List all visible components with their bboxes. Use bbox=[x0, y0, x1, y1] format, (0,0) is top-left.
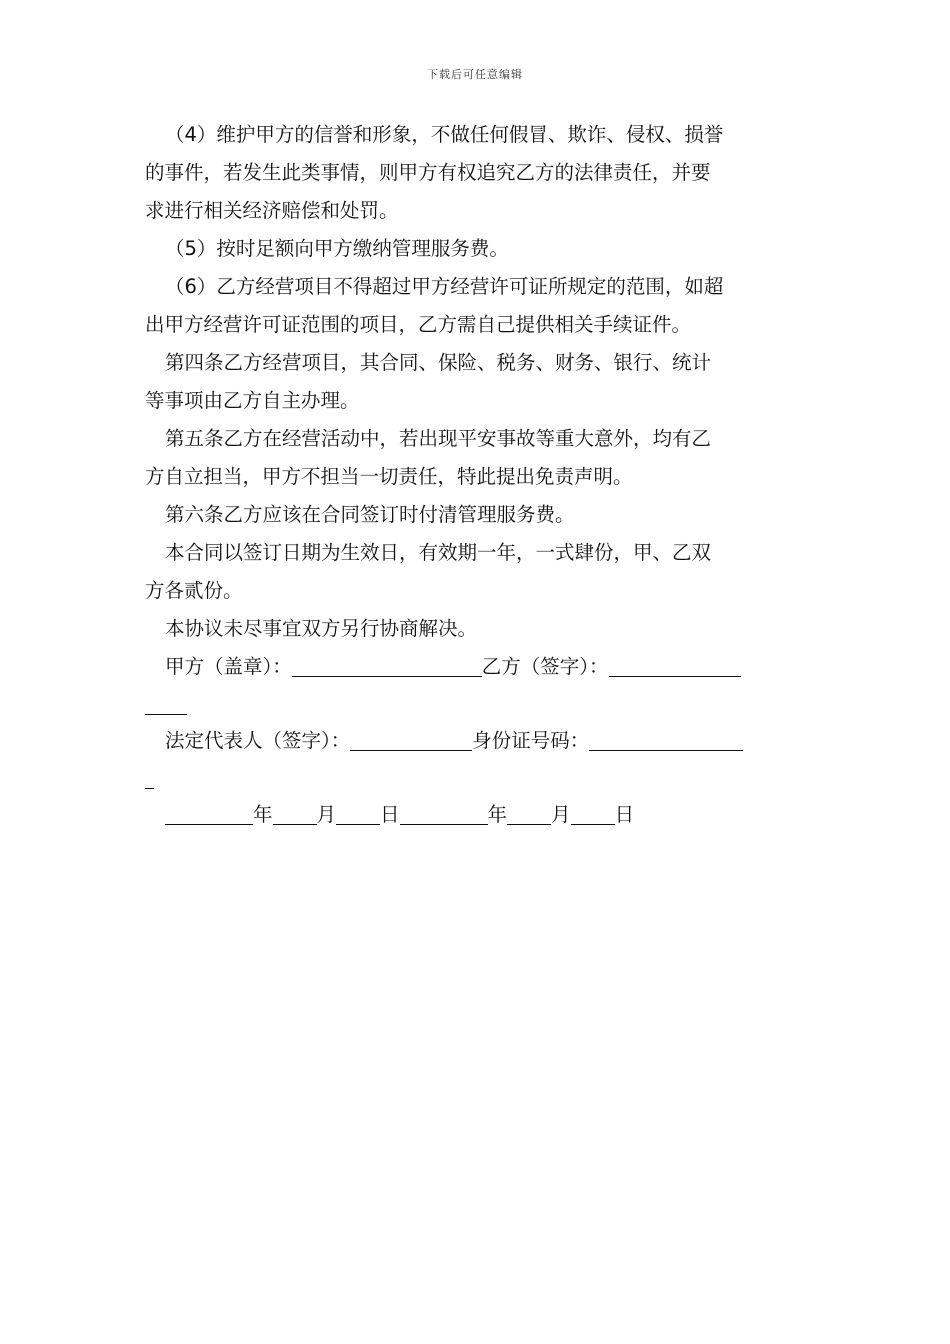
validity-clause-line-1: 本合同以签订日期为生效日，有效期一年，一式肆份，甲、乙双 bbox=[165, 541, 712, 564]
party-b-signature-blank-tail[interactable] bbox=[145, 690, 187, 715]
id-number-blank-tail[interactable] bbox=[145, 764, 154, 789]
party-signature-line bbox=[145, 648, 807, 686]
clause-4-line-3: 求进行相关经济赔偿和处罚。 bbox=[145, 199, 399, 222]
party-a-day-blank[interactable] bbox=[336, 800, 380, 825]
validity-clause-line-2: 方各贰份。 bbox=[145, 579, 243, 602]
contract-body bbox=[145, 116, 807, 834]
party-b-label: 乙方（签字）： bbox=[481, 655, 609, 678]
signing-date-line bbox=[145, 796, 807, 834]
party-b-month-unit: 月 bbox=[551, 803, 571, 826]
clause-4 bbox=[145, 116, 807, 230]
legal-rep-signature-blank[interactable] bbox=[350, 726, 472, 751]
supplementary-clause bbox=[145, 610, 807, 648]
clause-5 bbox=[145, 230, 807, 268]
party-signature-line-overflow bbox=[145, 686, 807, 722]
party-a-day-unit: 日 bbox=[380, 803, 400, 826]
id-number-label: 身份证号码： bbox=[472, 729, 590, 752]
clause-4-line-1: （4）维护甲方的信誉和形象，不做任何假冒、欺诈、侵权、损誉 bbox=[165, 123, 724, 146]
clause-6-line-1: （6）乙方经营项目不得超过甲方经营许可证所规定的范围，如超 bbox=[165, 275, 724, 298]
party-b-month-blank[interactable] bbox=[507, 800, 551, 825]
party-b-year-blank[interactable] bbox=[400, 800, 488, 825]
article-5-line-2: 方自立担当，甲方不担当一切责任，特此提出免责声明。 bbox=[145, 465, 633, 488]
article-4 bbox=[145, 344, 807, 420]
party-a-month-blank[interactable] bbox=[273, 800, 317, 825]
party-a-label: 甲方（盖章）： bbox=[165, 655, 292, 678]
validity-clause bbox=[145, 534, 807, 610]
supplementary-clause-line-1: 本协议未尽事宜双方另行协商解决。 bbox=[165, 617, 478, 640]
party-b-day-blank[interactable] bbox=[571, 800, 615, 825]
representative-signature-line-overflow bbox=[145, 760, 807, 796]
legal-rep-label: 法定代表人（签字）： bbox=[165, 729, 351, 752]
clause-4-line-2: 的事件，若发生此类事情，则甲方有权追究乙方的法律责任，并要 bbox=[145, 161, 711, 184]
party-a-year-unit: 年 bbox=[253, 803, 273, 826]
page-header-note: 下载后可任意编辑 bbox=[427, 68, 523, 81]
party-a-year-blank[interactable] bbox=[165, 800, 253, 825]
party-b-signature-blank[interactable] bbox=[609, 652, 741, 677]
article-4-line-2: 等事项由乙方自主办理。 bbox=[145, 389, 360, 412]
clause-5-line-1: （5）按时足额向甲方缴纳管理服务费。 bbox=[165, 237, 509, 260]
party-a-seal-blank[interactable] bbox=[292, 652, 482, 677]
id-number-blank[interactable] bbox=[589, 726, 743, 751]
representative-signature-line bbox=[145, 722, 807, 760]
party-a-month-unit: 月 bbox=[316, 803, 337, 826]
article-5 bbox=[145, 420, 807, 496]
party-b-year-unit: 年 bbox=[487, 803, 508, 826]
article-5-line-1: 第五条乙方在经营活动中，若出现平安事故等重大意外，均有乙 bbox=[165, 427, 712, 450]
article-6 bbox=[145, 496, 807, 534]
article-4-line-1: 第四条乙方经营项目，其合同、保险、税务、财务、银行、统计 bbox=[165, 351, 712, 374]
clause-6-line-2: 出甲方经营许可证范围的项目，乙方需自己提供相关手续证件。 bbox=[145, 313, 692, 336]
party-b-day-unit: 日 bbox=[614, 803, 635, 826]
article-6-line-1: 第六条乙方应该在合同签订时付清管理服务费。 bbox=[165, 503, 575, 526]
clause-6 bbox=[145, 268, 807, 344]
